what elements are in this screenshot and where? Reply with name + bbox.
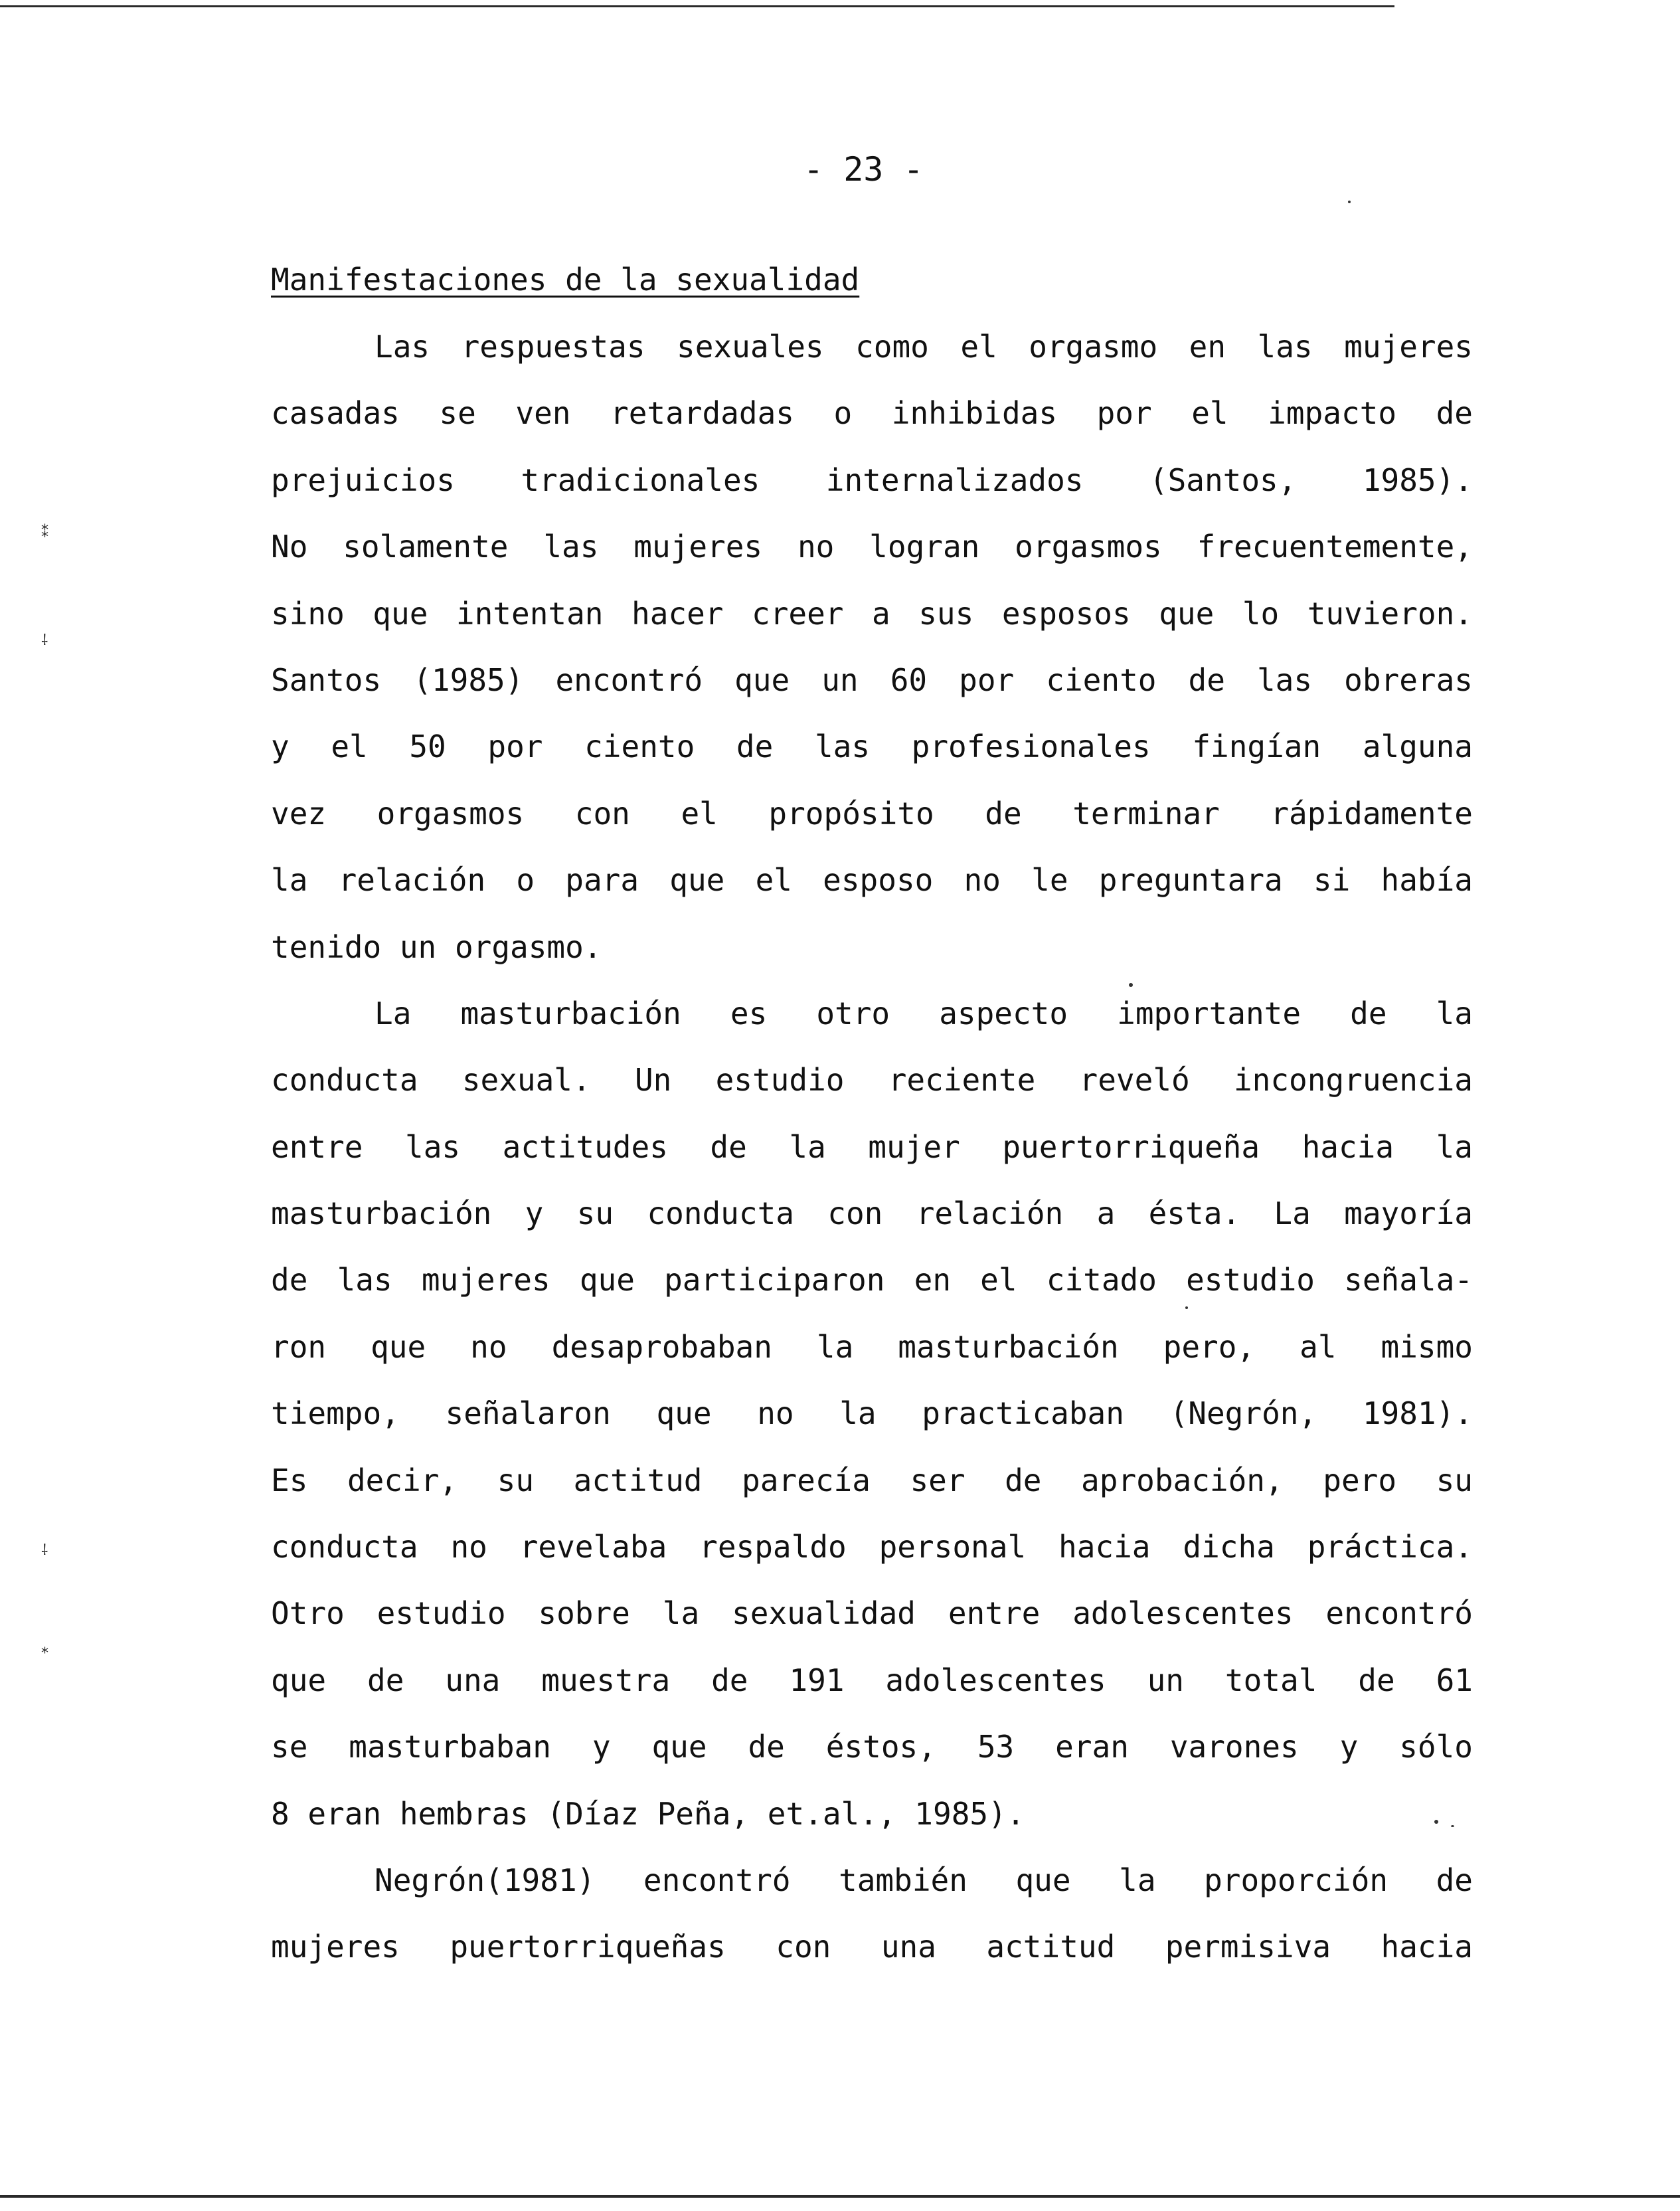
- page-number: - 23 -: [803, 150, 924, 189]
- margin-mark: ⁎: [41, 1640, 48, 1657]
- speck: [1348, 201, 1351, 203]
- text-line: Es decir, su actitud parecía ser de aprobación, pero su: [271, 1462, 1473, 1498]
- text-line: ron que no desaprobaban la masturbación pero, al mismo: [271, 1328, 1473, 1365]
- top-rule: [0, 5, 1394, 7]
- margin-mark: ⸸: [41, 632, 48, 649]
- text-line: masturbación y su conducta con relación a ésta. La mayoría: [271, 1195, 1473, 1232]
- text-line: se masturbaban y que de éstos, 53 eran varones y sólo: [271, 1729, 1473, 1765]
- text-line: sino que intentan hacer creer a sus esposos que lo tuvieron.: [271, 595, 1473, 632]
- text-line: Santos (1985) encontró que un 60 por ciento de las obreras: [271, 662, 1473, 698]
- text-line: tenido un orgasmo.: [271, 929, 602, 965]
- text-line: conducta no revelaba respaldo personal hacia dicha práctica.: [271, 1529, 1473, 1565]
- body-text: [271, 313, 1473, 1981]
- text-line: Otro estudio sobre la sexualidad entre adolescentes encontró: [271, 1595, 1473, 1632]
- text-line: 8 eran hembras (Díaz Peña, et.al., 1985).: [271, 1795, 1025, 1832]
- text-line: vez orgasmos con el propósito de terminar rápidamente: [271, 795, 1473, 832]
- text-line: que de una muestra de 191 adolescentes un total de 61: [271, 1662, 1473, 1698]
- bottom-rule: [0, 2195, 1680, 2198]
- text-line: No solamente las mujeres no logran orgasmos frecuentemente,: [271, 529, 1473, 565]
- text-line: de las mujeres que participaron en el citado estudio señala-: [271, 1262, 1473, 1298]
- margin-mark: ⁑: [41, 525, 48, 541]
- speck: [1129, 983, 1133, 987]
- speck: [1185, 1306, 1188, 1309]
- text-line: mujeres puertorriqueñas con una actitud permisiva hacia: [271, 1929, 1473, 1965]
- text-line: Las respuestas sexuales como el orgasmo en las mujeres: [375, 329, 1473, 365]
- text-line: y el 50 por ciento de las profesionales fingían alguna: [271, 729, 1473, 765]
- text-line: prejuicios tradicionales internalizados (Santos, 1985).: [271, 462, 1473, 498]
- text-line: la relación o para que el esposo no le preguntara si había: [271, 862, 1473, 899]
- text-line: entre las actitudes de la mujer puertorriqueña hacia la: [271, 1128, 1473, 1165]
- text-line: conducta sexual. Un estudio reciente reveló incongruencia: [271, 1062, 1473, 1099]
- speck: [1451, 1825, 1454, 1827]
- speck: [1434, 1820, 1438, 1824]
- text-line: La masturbación es otro aspecto importante de la: [375, 995, 1473, 1031]
- text-line: casadas se ven retardadas o inhibidas por el impacto de: [271, 395, 1473, 432]
- section-heading: Manifestaciones de la sexualidad: [271, 262, 860, 298]
- text-line: Negrón(1981) encontró también que la proporción de: [375, 1862, 1473, 1898]
- text-line: tiempo, señalaron que no la practicaban (Negrón, 1981).: [271, 1395, 1473, 1432]
- margin-mark: ⸸: [41, 1542, 48, 1559]
